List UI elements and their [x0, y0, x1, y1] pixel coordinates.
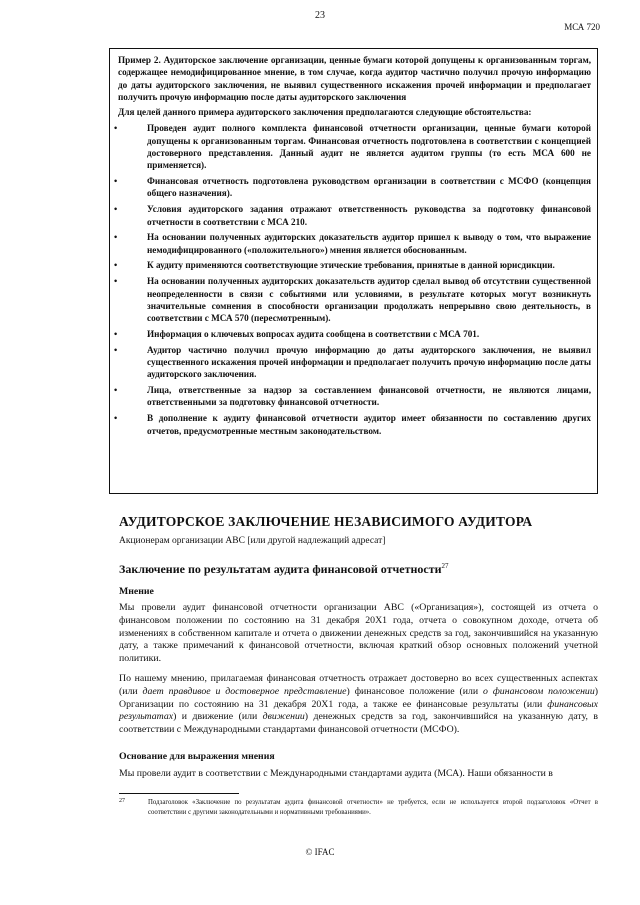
document-code: МСА 720 [564, 22, 600, 32]
bullet-icon: • [114, 204, 118, 215]
list-item [114, 175, 591, 200]
list-item [114, 275, 591, 324]
example-title: Пример 2. Аудиторское заключение организации, ценные бумаги которой допущены к организованным торгам, содержащее немодифицированное мнение, в том случае, когда аудитор частично получил прочую информацию до даты аудиторского заключения, не выявил существенного искажения прочей информации и предполагает получить прочую информацию после даты аудиторского заключения [118, 55, 591, 102]
list-item [114, 122, 591, 171]
opinion-text: По нашему мнению, прилагаемая финансовая отчетность отражает достоверно во всех существенных аспектах (или [119, 673, 598, 697]
list-item-text: Информация о ключевых вопросах аудита сообщена в соответствии с МСА 701. [147, 328, 480, 339]
section-heading-text: Заключение по результатам аудита финансовой отчетности [119, 562, 442, 576]
bullet-icon: • [114, 413, 118, 424]
list-item-text: Условия аудиторского задания отражают ответственность руководства за подготовку финансовой отчетности в соответствии с МСА 210. [147, 204, 591, 227]
section-heading [119, 562, 449, 577]
list-item-text: В дополнение к аудиту финансовой отчетности аудитор имеет обязанности по составлению других отчетов, предусмотренные местным законодательством. [147, 413, 591, 436]
list-item-text: Финансовая отчетность подготовлена руководством организации в соответствии с МСФО (концепция общего назначения). [147, 176, 591, 199]
page-number: 23 [315, 10, 325, 21]
list-item [114, 412, 591, 437]
list-item [114, 384, 591, 409]
list-item [114, 328, 591, 340]
list-item-text: Лица, ответственные за надзор за составлением финансовой отчетности, не являются лицами, ответственными за подготовку финансовой отчетности. [147, 385, 591, 408]
list-item-text: К аудиту применяются соответствующие этические требования, принятые в данной юрисдикции. [147, 260, 555, 271]
circumstances-list [114, 122, 591, 436]
list-item [114, 203, 591, 228]
list-item [114, 344, 591, 381]
opinion-heading: Мнение [119, 586, 154, 597]
list-item-text: На основании полученных аудиторских доказательств аудитор пришел к выводу о том, что выражение немодифицированного («положительного») мнения является обоснованным. [147, 232, 591, 255]
list-item-text: На основании полученных аудиторских доказательств аудитор сделал вывод об отсутствии существенной неопределенности в связи с событиями или условиями, в результате которых могут возникнуть значительные сомнения в способности организации продолжать непрерывно свою деятельность, в соответствии с МСА 570 (пересмотренным). [147, 276, 591, 324]
bullet-icon: • [114, 232, 118, 243]
opinion-text: ) и движение (или [173, 711, 263, 723]
bullet-icon: • [114, 328, 118, 339]
opinion-italic-text: финансовых результатах [119, 698, 598, 723]
footnote-reference: 27 [441, 562, 449, 570]
bullet-icon: • [114, 260, 118, 271]
example-intro: Для целей данного примера аудиторского заключения предполагаются следующие обстоятельства: [118, 107, 532, 118]
footnote-divider [119, 793, 239, 794]
list-item [114, 231, 591, 256]
footnote-number: 27 [119, 798, 125, 804]
opinion-text: ) Организации по состоянию на 31 декабря 20X1 года, а также ее финансовые результаты (или [119, 685, 598, 710]
footer-copyright: © IFAC [305, 847, 335, 857]
bullet-icon: • [114, 123, 118, 134]
opinion-paragraph-2 [119, 673, 598, 737]
bullet-icon: • [114, 176, 118, 187]
list-item-text: Аудитор частично получил прочую информацию до даты аудиторского заключения, не выявил существенного искажения прочей информации и предполагает получить прочую информацию после даты аудиторского заключения. [147, 344, 591, 380]
footnote [119, 798, 598, 817]
opinion-paragraph-1: Мы провели аудит финансовой отчетности организации ABC («Организация»), состоящей из отчета о финансовом положении по состоянию на 31 декабря 20X1 года, отчета о совокупном доходе, отчета об изменениях в собственном капитале и отчета о движении денежных средств за год, закончившийся на указанную дату, а также примечаний к финансовой отчетности, включая краткий обзор основных положений учетной политики. [119, 602, 598, 665]
opinion-italic-text: дает правдивое и достоверное представление [142, 685, 347, 697]
opinion-text: ) финансовое положение (или [346, 685, 484, 697]
opinion-italic-text: движении [262, 711, 305, 723]
list-item-text: Проведен аудит полного комплекта финансовой отчетности организации, ценные бумаги которой допущены к организованным торгам. Финансовая отчетность подготовлена в соответствии с концепцией достоверного представления. Данный аудит не является аудитом группы (то есть МСА 600 не применяется). [147, 123, 591, 171]
footnote-text: Подзаголовок «Заключение по результатам аудита финансовой отчетности» не требуется, если не используется второй подзаголовок «Отчет в соответствии с другими законодательными и нормативными требованиями». [148, 799, 598, 816]
list-item [114, 259, 591, 271]
basis-paragraph: Мы провели аудит в соответствии с Международными стандартами аудита (МСА). Наши обязанности в [119, 768, 553, 779]
opinion-italic-text: о финансовом положении [483, 685, 595, 697]
bullet-icon: • [114, 344, 118, 355]
report-title: АУДИТОРСКОЕ ЗАКЛЮЧЕНИЕ НЕЗАВИСИМОГО АУДИТОРА [119, 514, 533, 529]
bullet-icon: • [114, 385, 118, 396]
bullet-icon: • [114, 276, 118, 287]
report-addressee: Акционерам организации ABC [или другой надлежащий адресат] [119, 536, 386, 546]
example-box [109, 48, 598, 494]
opinion-text: ) денежных средств за год, закончившийся на указанную дату, в соответствии с Международными стандартами финансовой отчетности (МСФО). [119, 711, 598, 736]
basis-heading: Основание для выражения мнения [119, 751, 275, 762]
